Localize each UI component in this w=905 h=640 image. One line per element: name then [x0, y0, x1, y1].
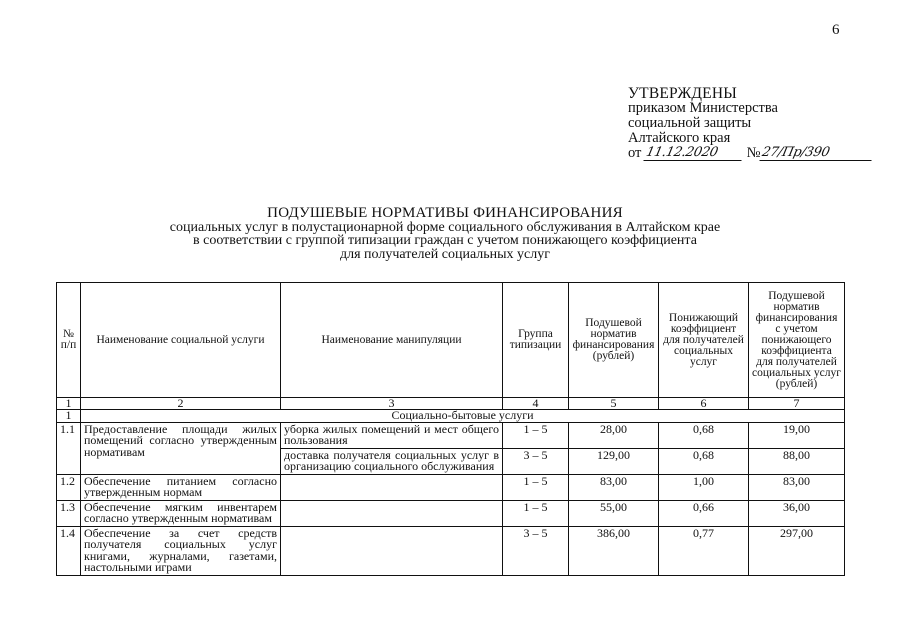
- column-number: 4: [503, 398, 569, 410]
- row-service: Обеспечение питанием согласно утвержденным нормам: [81, 474, 281, 500]
- section-num: 1: [57, 410, 81, 423]
- column-number: 6: [659, 398, 749, 410]
- row-norm: 386,00: [569, 526, 659, 575]
- column-number: 2: [81, 398, 281, 410]
- row-num: 1.2: [57, 474, 81, 500]
- row-result: 19,00: [749, 422, 845, 448]
- row-manipulation: уборка жилых помещений и мест общего пользования: [281, 422, 503, 448]
- row-service: Обеспечение мягким инвентарем согласно утвержденным нормативам: [81, 500, 281, 526]
- approval-date-number: [628, 146, 873, 161]
- row-coefficient: 0,68: [659, 448, 749, 474]
- approval-line: социальной защиты: [628, 115, 752, 131]
- row-norm: 55,00: [569, 500, 659, 526]
- column-number: 7: [749, 398, 845, 410]
- row-result: 36,00: [749, 500, 845, 526]
- header-num: № п/п: [57, 283, 81, 398]
- row-norm: 83,00: [569, 474, 659, 500]
- approval-stamp: [628, 86, 873, 161]
- column-number: 5: [569, 398, 659, 410]
- header-manipulation: Наименование манипуляции: [281, 283, 503, 398]
- row-coefficient: 0,66: [659, 500, 749, 526]
- row-norm: 129,00: [569, 448, 659, 474]
- header-norm: Подушевой норматив финансирования (рублей): [569, 283, 659, 398]
- table-row: [57, 526, 845, 575]
- row-result: 83,00: [749, 474, 845, 500]
- row-num: 1.3: [57, 500, 81, 526]
- header-coefficient: Понижающий коэффициент для получателей социальных услуг: [659, 283, 749, 398]
- row-coefficient: 0,68: [659, 422, 749, 448]
- row-service: Обеспечение за счет средств получателя социальных услуг книгами, журналами, газетами, настольными играми: [81, 526, 281, 575]
- column-number: 1: [57, 398, 81, 410]
- handwritten-date: 11.12.2020: [643, 146, 744, 161]
- page-number: 6: [832, 22, 840, 38]
- row-coefficient: 0,77: [659, 526, 749, 575]
- table-row: [57, 474, 845, 500]
- row-num: 1.1: [57, 422, 81, 474]
- title-main: ПОДУШЕВЫЕ НОРМАТИВЫ ФИНАНСИРОВАНИЯ: [267, 205, 623, 221]
- header-result: Подушевой норматив финансирования с учетом понижающего коэффициента для получателей социальных услуг (рублей): [749, 283, 845, 398]
- section-title: Социально-бытовые услуги: [81, 410, 845, 423]
- row-service: Предоставление площади жилых помещений согласно утвержденным нормативам: [81, 422, 281, 474]
- row-norm: 28,00: [569, 422, 659, 448]
- title-line: в соответствии с группой типизации граждан с учетом понижающего коэффициента: [193, 233, 697, 248]
- from-label: от: [628, 145, 642, 161]
- title-line: для получателей социальных услуг: [339, 246, 550, 262]
- row-result: 88,00: [749, 448, 845, 474]
- row-group: 1 – 5: [503, 422, 569, 448]
- header-group: Группа типизации: [503, 283, 569, 398]
- row-manipulation: [281, 474, 503, 500]
- financing-norms-table: [56, 282, 845, 576]
- approval-line: приказом Министерства: [628, 100, 778, 116]
- row-result: 297,00: [749, 526, 845, 575]
- table-header-row: [57, 283, 845, 398]
- row-manipulation: [281, 526, 503, 575]
- section-row: [57, 410, 845, 423]
- table-row: [57, 422, 845, 448]
- row-group: 3 – 5: [503, 526, 569, 575]
- row-group: 3 – 5: [503, 448, 569, 474]
- header-service: Наименование социальной услуги: [81, 283, 281, 398]
- row-group: 1 – 5: [503, 474, 569, 500]
- title-line: социальных услуг в полустационарной форме социального обслуживания в Алтайском крае: [169, 219, 721, 235]
- row-manipulation: [281, 500, 503, 526]
- row-coefficient: 1,00: [659, 474, 749, 500]
- approval-heading: УТВЕРЖДЕНЫ: [628, 85, 737, 102]
- row-manipulation: доставка получателя социальных услуг в организацию социального обслуживания: [281, 448, 503, 474]
- row-num: 1.4: [57, 526, 81, 575]
- document-title: [100, 207, 790, 261]
- row-group: 1 – 5: [503, 500, 569, 526]
- handwritten-number: 27/Пр/390: [759, 146, 874, 161]
- table-row: [57, 500, 845, 526]
- approval-line: Алтайского края: [628, 130, 731, 146]
- column-number: 3: [281, 398, 503, 410]
- number-label: №: [746, 145, 761, 161]
